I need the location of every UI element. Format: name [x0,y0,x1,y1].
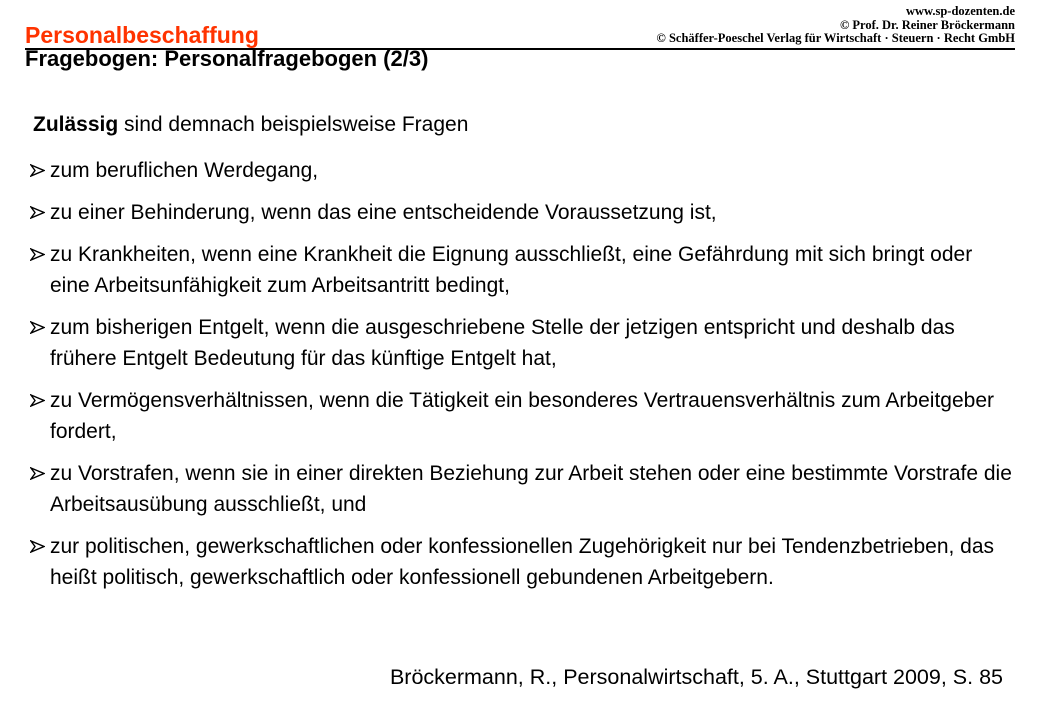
arrow-bullet-icon [30,540,45,553]
arrow-bullet-icon [30,164,45,177]
bullet-text: zum beruflichen Werdegang, [50,159,319,182]
list-item [30,385,1015,447]
list-item [30,458,1015,520]
bullet-text: zu Krankheiten, wenn eine Krankheit die Eignung ausschließt, eine Gefährdung mit sich bringt oder eine Arbeitsunfähigkeit zum Arbeitsantritt bedingt, [50,243,973,297]
bullet-text: zu einer Behinderung, wenn das eine entscheidende Voraussetzung ist, [50,201,717,224]
publisher-credit: © Schäffer-Poeschel Verlag für Wirtschaft · Steuern · Recht GmbH [656,31,1015,45]
website-link[interactable]: www.sp-dozenten.de [905,4,1015,18]
arrow-bullet-icon [30,321,45,334]
bullet-text: zur politischen, gewerkschaftlichen oder konfessionellen Zugehörigkeit nur bei Tendenzbetrieben, das heißt politisch, gewerkschaftlich oder konfessionell gebundenen Arbeitgebern. [50,535,995,589]
bullet-text: zu Vermögensverhältnissen, wenn die Tätigkeit ein besonderes Vertrauensverhältnis zum Arbeitgeber fordert, [50,389,994,443]
source-citation: Bröckermann, R., Personalwirtschaft, 5. A., Stuttgart 2009, S. 85 [389,665,1003,689]
list-item [30,239,1015,301]
author-credit: © Prof. Dr. Reiner Bröckermann [839,17,1015,32]
header-title: Personalbeschaffung [25,22,259,48]
arrow-bullet-icon [30,248,45,261]
arrow-bullet-icon [30,206,45,219]
list-item [30,312,1015,374]
bullet-list [30,155,1015,604]
bullet-text: zu Vorstrafen, wenn sie in einer direkten Beziehung zur Arbeit stehen oder eine bestimmte Vorstrafe die Arbeitsausübung ausschließt, und [50,462,1012,516]
intro-bold-word: Zulässig [33,113,119,136]
list-item [30,155,1015,186]
intro-rest: sind demnach beispielsweise Fragen [118,113,469,136]
header-credits [657,5,1015,46]
intro-sentence [33,113,468,137]
arrow-bullet-icon [30,467,45,480]
list-item [30,197,1015,228]
bullet-text: zum bisherigen Entgelt, wenn die ausgeschriebene Stelle der jetzigen entspricht und deshalb das frühere Entgelt Bedeutung für das künftige Entgelt hat, [50,316,955,370]
list-item [30,531,1015,593]
arrow-bullet-icon [30,394,45,407]
slide-subtitle: Fragebogen: Personalfragebogen (2/3) [25,46,429,71]
